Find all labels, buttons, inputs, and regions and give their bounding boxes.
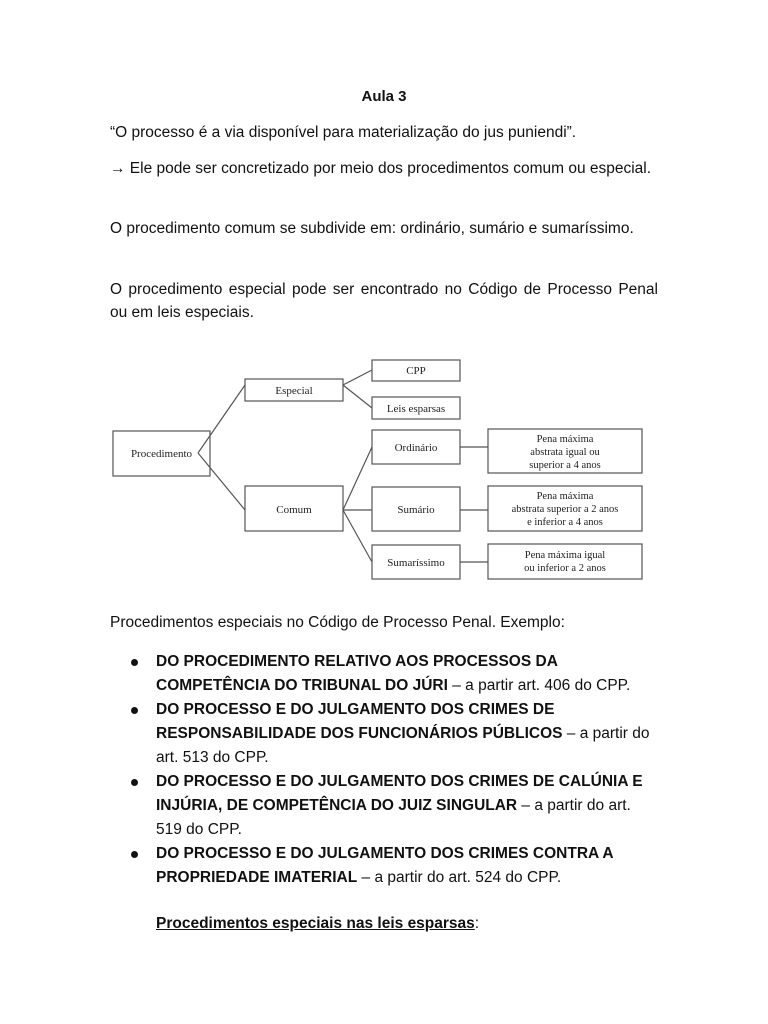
ordinario-label: Ordinário (394, 442, 438, 454)
list-item (110, 698, 658, 770)
sumario-label: Sumário (397, 504, 435, 516)
procedure-diagram (110, 350, 658, 590)
procedimento-label: Procedimento (130, 448, 193, 460)
list-item-reference: – a partir do art. 513 do CPP. (156, 725, 650, 766)
list-item-reference: – a partir art. 406 do CPP. (447, 677, 631, 694)
quote-paragraph: “O processo é a via disponível para materialização do jus puniendi”. (110, 124, 577, 141)
connector-line (198, 385, 245, 453)
page-title: Aula 3 (361, 88, 407, 105)
pena-sumario-line: e inferior a 4 anos (527, 517, 603, 528)
leis-esparsas-heading (156, 915, 479, 933)
bullet-icon (131, 707, 138, 714)
special-procedure-paragraph: O procedimento especial pode ser encontrado no Código de Processo Penal ou em leis especiais. (110, 281, 658, 321)
list-item-reference: – a partir do art. 519 do CPP. (156, 797, 631, 838)
list-item (110, 770, 658, 842)
pena-ordinario-line: superior a 4 anos (529, 460, 601, 471)
connector-line (343, 385, 372, 408)
list-item-reference: – a partir do art. 524 do CPP. (357, 869, 562, 886)
connector-line (343, 510, 372, 562)
especial-label: Especial (275, 385, 313, 397)
list-item (110, 842, 658, 890)
pena-ordinario-line: Pena máxima (536, 434, 594, 445)
leis-esparsas-label: Leis esparsas (386, 403, 446, 415)
connector-line (343, 447, 372, 510)
comum-label: Comum (276, 504, 312, 516)
list-item-title: DO PROCESSO E DO JULGAMENTO DOS CRIMES CONTRA A PROPRIEDADE IMATERIAL (156, 845, 614, 886)
leis-esparsas-heading-colon: : (474, 915, 480, 932)
pena-sumario-line: Pena máxima (536, 491, 594, 502)
pena-sumario-line: abstrata superior a 2 anos (511, 504, 619, 515)
concretization-paragraph: → Ele pode ser concretizado por meio dos procedimentos comum ou especial. (110, 160, 652, 177)
common-procedure-paragraph: O procedimento comum se subdivide em: ordinário, sumário e sumaríssimo. (110, 220, 634, 237)
pena-ordinario-line: abstrata igual ou (530, 447, 600, 458)
cpp-label: CPP (406, 365, 426, 377)
pena-sumarissimo-line: ou inferior a 2 anos (524, 563, 606, 574)
bullet-icon (131, 779, 138, 786)
connector-line (198, 453, 245, 510)
connector-line (343, 370, 372, 385)
list-item-title: DO PROCEDIMENTO RELATIVO AOS PROCESSOS DA COMPETÊNCIA DO TRIBUNAL DO JÚRI (156, 653, 558, 694)
bullet-icon (131, 659, 138, 666)
list-item-title: DO PROCESSO E DO JULGAMENTO DOS CRIMES DE CALÚNIA E INJÚRIA, DE COMPETÊNCIA DO JUIZ SINGULAR (156, 773, 643, 814)
special-procedures-list (110, 650, 658, 890)
leis-esparsas-heading-text: Procedimentos especiais nas leis esparsas (156, 915, 475, 932)
list-item (110, 650, 658, 698)
sumarissimo-label: Sumaríssimo (387, 557, 445, 569)
pena-sumarissimo-line: Pena máxima igual (524, 550, 606, 561)
bullet-icon (131, 851, 138, 858)
list-item-title: DO PROCESSO E DO JULGAMENTO DOS CRIMES DE RESPONSABILIDADE DOS FUNCIONÁRIOS PÚBLICOS (156, 701, 563, 742)
list-intro-paragraph: Procedimentos especiais no Código de Processo Penal. Exemplo: (110, 614, 565, 631)
